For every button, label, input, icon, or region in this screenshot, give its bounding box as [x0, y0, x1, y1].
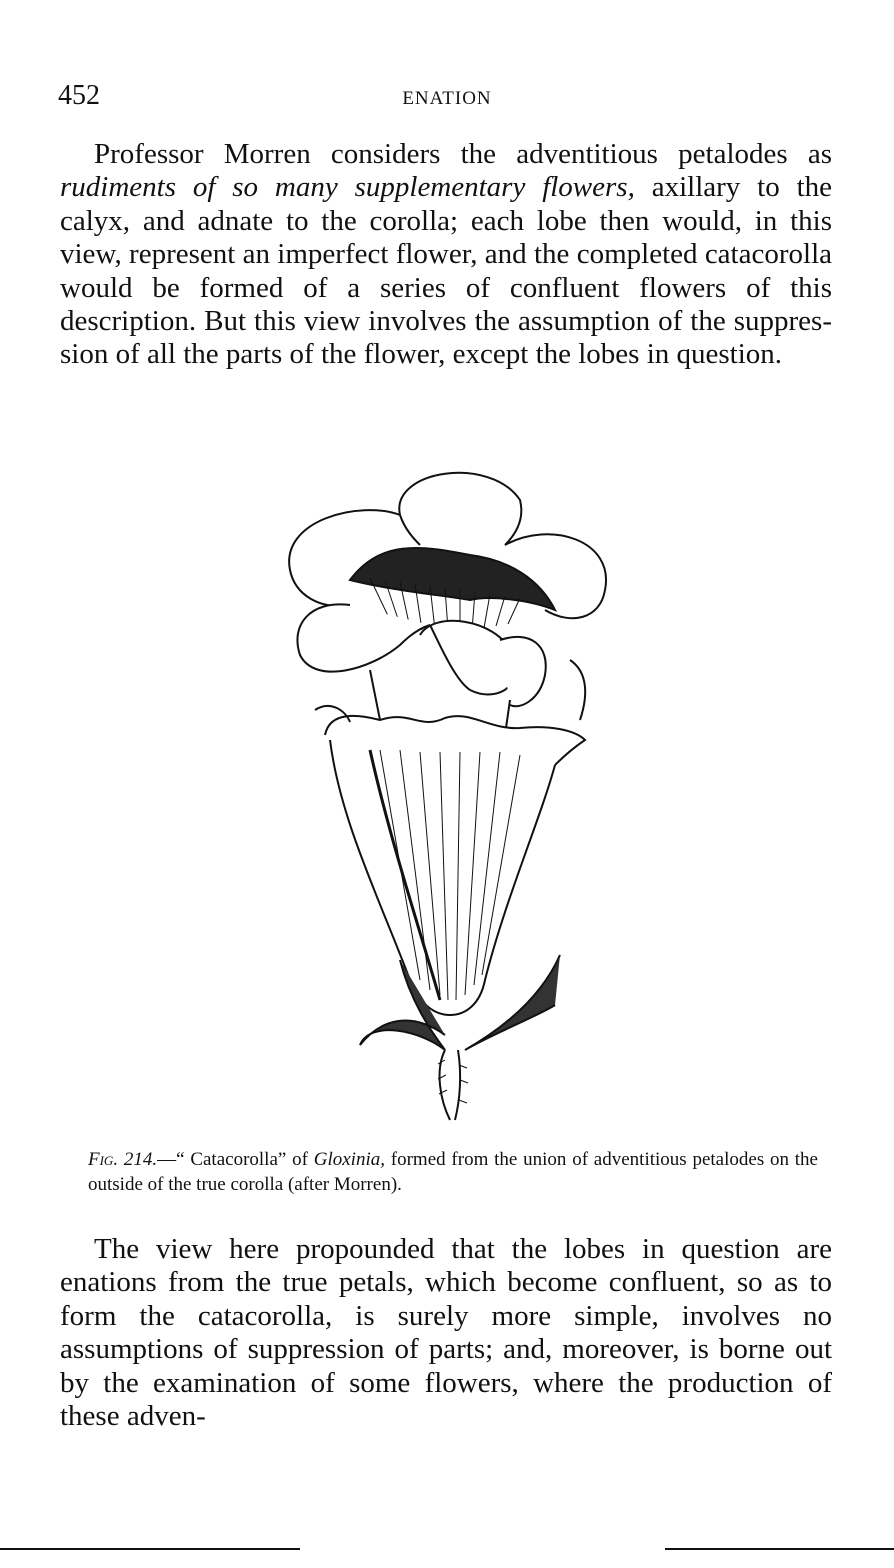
caption-text-a: —“ Catacorolla” of [157, 1149, 314, 1170]
running-head: ENATION [402, 88, 492, 109]
figure-caption [88, 1147, 818, 1197]
caption-genus: Gloxinia, [313, 1149, 385, 1170]
bottom-rule-left [0, 1548, 300, 1550]
paragraph-2: The view here propounded that the lobes in question are enations from the true petals, which become confluent, so as to form the catacorolla, is surely more simple, involves no assumptions of suppression of parts; and, moreover, is borne out by the examination of some flowers, where the production of these adven- [60, 1233, 832, 1433]
bottom-rule-right [665, 1548, 894, 1550]
figure-label: Fig. 214. [88, 1149, 158, 1170]
catacorolla-flower-illustration [270, 460, 630, 1130]
para1-italic: rudiments of so many supplementary flowers, [60, 171, 635, 204]
page-number: 452 [58, 80, 100, 111]
para1-text-a: Professor Morren considers the adventitious petalodes as [94, 138, 832, 170]
para1-text-c: axillary to the calyx, and adnate to the corolla; each lobe then would, in this view, represent an imperfect flower, and the completed catacorolla would be formed of a series of confluent flowers of this description. But this view involves the assumption of the suppression of all the parts of the flower, except the lobes in question. [60, 171, 832, 371]
paragraph-1 [60, 138, 832, 372]
caption-text-b: formed from the union of adventitious petalodes on the outside of the true corolla (after Morren). [88, 1149, 818, 1195]
